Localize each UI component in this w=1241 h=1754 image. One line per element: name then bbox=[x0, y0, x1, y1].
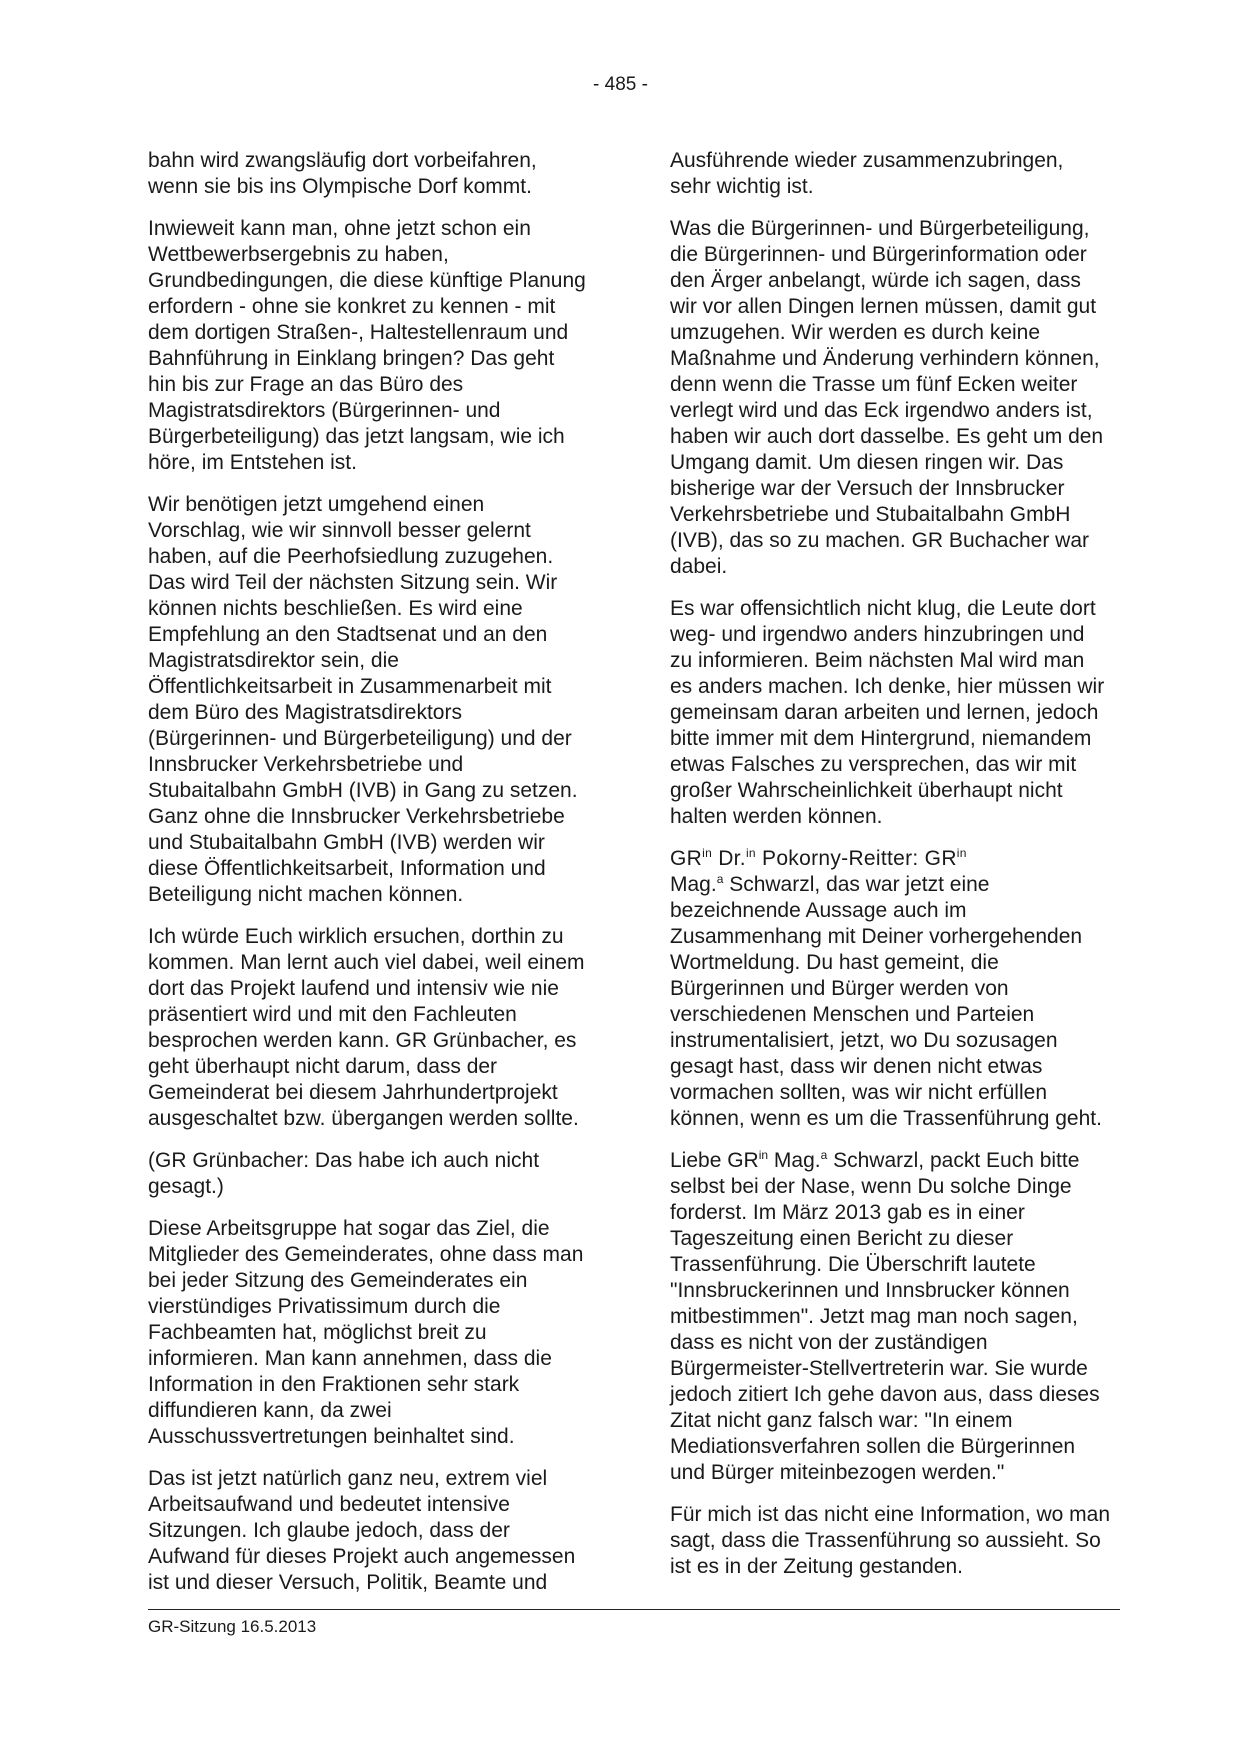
paragraph: Inwieweit kann man, ohne jetzt schon ein Wettbewerbsergebnis zu haben, Grundbedingungen, die diese künftige Planung erfordern - ohne sie konkret zu kennen - mit dem dortigen Straßen-, Haltestellenraum und Bahnführung in Einklang bringen? Das geht hin bis zur Frage an das Büro des Magistratsdirektors (Bürgerinnen- und Bürgerbeteiligung) das jetzt langsam, wie ich höre, im Entstehen ist. bbox=[148, 217, 586, 474]
speaker-name: $GR^{in}$ Dr.$^{in}$ Pokorny-Reitter: $GR^{in}$ bbox=[670, 846, 967, 870]
paragraph: Es war offensichtlich nicht klug, die Leute dort weg- und irgendwo anders hinzubringen und zu informieren. Beim nächsten Mal wird man es anders machen. Ich denke, hier müssen wir gemeinsam daran arbeiten und lernen, jedoch bitte immer mit dem Hintergrund, niemandem etwas Falsches zu versprechen, das wir mit großer Wahrscheinlichkeit überhaupt nicht halten werden können. bbox=[670, 597, 1105, 828]
left-column bbox=[148, 148, 588, 1612]
paragraph: Für mich ist das nicht eine Information, wo man sagt, dass die Trassenführung so aussieht. So ist es in der Zeitung gestanden. bbox=[670, 1503, 1111, 1578]
footer-text: GR-Sitzung 16.5.2013 bbox=[148, 1617, 317, 1636]
paragraph: Diese Arbeitsgruppe hat sogar das Ziel, die Mitglieder des Gemeinderates, ohne dass man bei jeder Sitzung des Gemeinderates ein vierstündiges Privatissimum durch die Fachbeamten hat, möglichst breit zu informieren. Man kann annehmen, dass die Information in den Fraktionen sehr stark diffundieren kann, da zwei Ausschussvertretungen beinhaltet sind. bbox=[148, 1217, 584, 1448]
paragraph: bahn wird zwangsläufig dort vorbeifahren, wenn sie bis ins Olympische Dorf kommt. bbox=[148, 149, 537, 198]
speaker-paragraph: $GR^{in}$ Dr.$^{in}$ Pokorny-Reitter: $GR^{in}$ Mag.$^a$ Schwarzl, das war jetzt eine bezeichnende Aussage auch im Zusammenhang mit Deiner vorhergehenden Wortmeldung. Du hast gemeint, die Bürgerinnen und Bürger werden von verschiedenen Menschen und Parteien instrumentalisiert, jetzt, wo Du sozusagen gesagt hast, dass wir denen nicht etwas vormachen sollten, was wir nicht erfüllen können, wenn es um die Trassenführung geht. bbox=[670, 846, 1102, 1130]
paragraph: Wir benötigen jetzt umgehend einen Vorschlag, wie wir sinnvoll besser gelernt haben, auf die Peerhofsiedlung zuzugehen. Das wird Teil der nächsten Sitzung sein. Wir können nichts beschließen. Es wird eine Empfehlung an den Stadtsenat und an den Magistratsdirektor sein, die Öffentlichkeitsarbeit in Zusammenarbeit mit dem Büro des Magistratsdirektors (Bürgerinnen- und Bürgerbeteiligung) und der Innsbrucker Verkehrsbetriebe und Stubaitalbahn GmbH (IVB) in Gang zu setzen. Ganz ohne die Innsbrucker Verkehrsbetriebe und Stubaitalbahn GmbH (IVB) werden wir diese Öffentlichkeitsarbeit, Information und Beteiligung nicht machen können. bbox=[148, 493, 578, 906]
paragraph: Das ist jetzt natürlich ganz neu, extrem viel Arbeitsaufwand und bedeutet intensive Sitzungen. Ich glaube jedoch, dass der Aufwand für dieses Projekt auch angemessen ist und dieser Versuch, Politik, Beamte und bbox=[148, 1467, 576, 1594]
paragraph: Liebe $GR^{in}$ Mag.$^a$ Schwarzl, packt Euch bitte selbst bei der Nase, wenn Du solche Dinge forderst. Im März 2013 gab es in einer Tageszeitung einen Bericht zu dieser Trassenführung. Die Überschrift lautete "Innsbruckerinnen und Innsbrucker können mitbestimmen". Jetzt mag man noch sagen, dass es nicht von der zuständigen Bürgermeister-Stellvertreterin war. Sie wurde jedoch zitiert Ich gehe davon aus, dass dieses Zitat nicht ganz falsch war: "In einem Mediationsverfahren sollen die Bürgerinnen und Bürger miteinbezogen werden." bbox=[670, 1148, 1100, 1484]
right-column bbox=[670, 148, 1110, 1596]
page-number: - 485 - bbox=[593, 74, 648, 95]
interjection: (GR Grünbacher: Das habe ich auch nicht gesagt.) bbox=[148, 1149, 540, 1198]
footer-divider bbox=[148, 1609, 1120, 1610]
paragraph: Was die Bürgerinnen- und Bürgerbeteiligung, die Bürgerinnen- und Bürgerinformation oder den Ärger anbelangt, würde ich sagen, dass wir vor allen Dingen lernen müssen, damit gut umzugehen. Wir werden es durch keine Maßnahme und Änderung verhindern können, denn wenn die Trasse um fünf Ecken weiter verlegt wird und das Eck irgendwo anders ist, haben wir auch dort dasselbe. Es geht um den Umgang damit. Um diesen ringen wir. Das bisherige war der Versuch der Innsbrucker Verkehrsbetriebe und Stubaitalbahn GmbH (IVB), das so zu machen. GR Buchacher war dabei. bbox=[670, 217, 1104, 578]
paragraph: Ich würde Euch wirklich ersuchen, dorthin zu kommen. Man lernt auch viel dabei, weil einem dort das Projekt laufend und intensiv wie nie präsentiert wird und mit den Fachleuten besprochen werden kann. GR Grünbacher, es geht überhaupt nicht darum, dass der Gemeinderat bei diesem Jahrhundertprojekt ausgeschaltet bzw. übergangen werden sollte. bbox=[148, 925, 585, 1130]
paragraph: Ausführende wieder zusammenzubringen, sehr wichtig ist. bbox=[670, 149, 1064, 198]
